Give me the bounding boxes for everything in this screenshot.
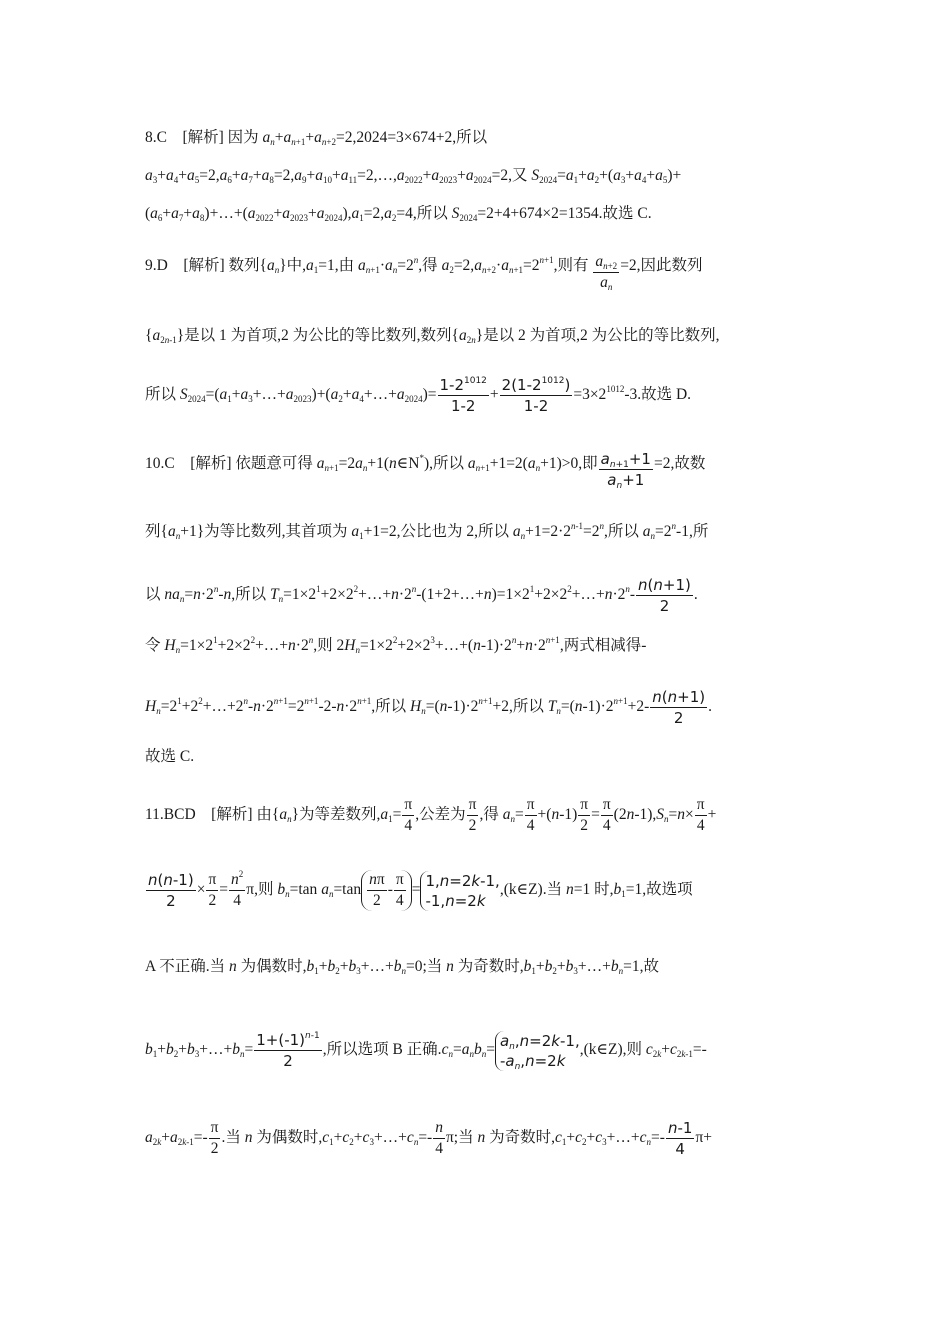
q11-line-1: 11.BCD [解析] 由$\{a_n\}$为等差数列$,a_1=$ $\frac{\pi}{4}$ ,公差为 $\frac{\pi}{2}$ ,得 $a_n=$ $\frac{\pi}{4}$ +(n-1) $\frac{\pi}{2}$ = $\frac{\pi}{4}$ $(2n-1),S_n=n\times$ $\frac{\pi}{4}$ +	[145, 796, 717, 834]
q10-line-5: $H_n=2^1+2^2+\dots+2^n-n\cdot 2^{n+1}=2^{n+1}-2-n\cdot 2^{n+1}$,所以 $H_n=(n-1)\cdot 2^{n+1}+2$,所以 $T_n=(n-1)\cdot 2^{n+1}+2-$ $\frac{n(n+1)}{2}$ .	[145, 688, 712, 727]
q11-heading: 11.BCD [解析] 由{	[145, 806, 280, 824]
q9-line-3: 所以 $S_{2024}=(a_1+a_3+\dots+a_{2023})+(a_2+a_4+\dots+a_{2024})=$ $\frac{1-2^{1012}}{1-2}$ + $\frac{2(1-2^{1012})}{1-2}$ $=3\times 2^{1012}-3$.故选 D.	[145, 376, 692, 415]
q8-line-3: $(a_6+a_7+a_8)+\dots+(a_{2022}+a_{2023}+a_{2024}),a_1=2,a_2=4$,所以 $S_{2024}=2+4+674\times 2=1354$.故选 C.	[145, 205, 652, 223]
q11-tan-argument: $\frac{n\pi}{2}$ - $\frac{\pi}{4}$	[361, 870, 412, 911]
q11-b-piecewise: 1,n=2k-1, -1,n=2k	[420, 871, 499, 911]
q9-heading: 9.D [解析] 数列{	[145, 257, 267, 274]
q10-triangular-fraction-1: $\frac{n(n+1)}{2}$	[638, 576, 691, 615]
q10-triangular-fraction-2: $\frac{n(n+1)}{2}$	[652, 688, 706, 727]
q10-heading: 10.C [解析] 依题意可得	[145, 455, 313, 472]
q11-c-piecewise: $a_n,n=2k-1$, $-a_n,n=2k$	[495, 1031, 580, 1071]
q10-line-6: 故选 C.	[145, 748, 195, 765]
q9-line-1: 9.D [解析] 数列$\{a_n\}$中$,a_1=1$,由 $a_{n+1}\cdot a_n=2^n$,得 $a_2=2,a_{n+2}\cdot a_{n+1}=2^{n+1}$,则有 $\frac{a_{n+2}}{a_n}$ =2,因此数列	[145, 253, 703, 292]
q10-line-4: 令 $H_n=1\times 2^1+2\times 2^2+\dots+n\cdot 2^n$,则 $2H_n=1\times 2^2+2\times 2^3+\dots+(n-1)\cdot 2^n+n\cdot 2^{n+1}$,两式相减得-	[145, 635, 647, 655]
q9-sum-fraction-1: $\frac{1-2^{1012}}{1-2}$	[439, 376, 487, 415]
q8-line-2: $a_3+a_4+a_5=2,a_6+a_7+a_8=2,a_9+a_{10}+a_{11}=2,\dots,a_{2022}+a_{2023}+a_{2024}=2$,又 $S_{2024}=a_1+a_2+(a_3+a_4+a_5)+$	[145, 167, 682, 185]
q10-ratio-fraction: $\frac{a_{n+1}+1}{a_n+1}$	[600, 450, 651, 491]
q9-sum-fraction-2: $\frac{2(1-2^{1012})}{1-2}$	[501, 376, 571, 415]
q11-line-3: A 不正确.当 n 为偶数时$,b_1+b_2+b_3+\dots+b_n=0$;当 n 为奇数时$,b_1+b_2+b_3+\dots+b_n=1$,故	[145, 958, 660, 976]
q8-line-1: 8.C [解析] 因为 $a_n+a_{n+1}+a_{n+2}=2,2024=3\times 674+2$,所以	[145, 129, 488, 147]
q8-heading: 8.C [解析] 因为	[145, 129, 259, 146]
q10-line-3: 以 $na_n=n\cdot 2^n-n$,所以 $T_n=1\times 2^1+2\times 2^2+\dots+n\cdot 2^n-(1+2+\dots+n)=1\times 2^1+2\times 2^2+\dots+n\cdot 2^n-$ $\frac{n(n+1)}{2}$ .	[145, 576, 698, 615]
q9-line-2: $\{a_{2n-1}\}$是以 1 为首项,2 为公比的等比数列,数列$\{a_{2n}\}$是以 2 为首项,2 为公比的等比数列,	[145, 327, 720, 345]
q10-line-2: 列$\{a_n+1\}$为等比数列,其首项为 $a_1+1=2$,公比也为 2,所以 $a_n+1=2\cdot 2^{n-1}=2^n$,所以 $a_n=2^n-1$,所	[145, 521, 709, 541]
q11-line-4: $b_1+b_2+b_3+\dots+b_n=$ $\frac{1+(-1)^{n-1}}{2}$ ,所以选项 B 正确$.c_n=a_nb_n=$ $a_n,n=2k-1$, $-a_n,n=2k$ ,(k∈Z),则 $c_{2k}+c_{2k-1}=-$	[145, 1031, 707, 1072]
q10-line-1: 10.C [解析] 依题意可得 $a_{n+1}=2a_n+1(n\in N^*)$,所以 $a_{n+1}+1=2(a_n+1)>0$,即 $\frac{a_{n+1}+1}{a_n+1}$ =2,故数	[145, 450, 706, 491]
q11-line-5: $a_{2k}+a_{2k-1}=-$ $\frac{\pi}{2}$ .当 n 为偶数时$,c_1+c_2+c_3+\dots+c_n=-$ $\frac{n}{4}$ π;当 n 为奇数时$,c_1+c_2+c_3+\dots+c_n=-$ $\frac{n-1}{4}$ π+	[145, 1119, 713, 1158]
q11-line-2: $\frac{n(n-1)}{2}$ × $\frac{\pi}{2}$ = $\frac{n^2}{4}$ π,则 $b_n=\tan$ $a_n=\tan$ $\frac{n\pi}{2}$ - $\frac{\pi}{4}$ = 1,n=2k-1, -1,n=2k ,(k∈Z).当 n=1 时$,b_1=1$,故选项	[148, 869, 693, 910]
q9-ratio-fraction: $\frac{a_{n+2}}{a_n}$	[595, 253, 618, 292]
